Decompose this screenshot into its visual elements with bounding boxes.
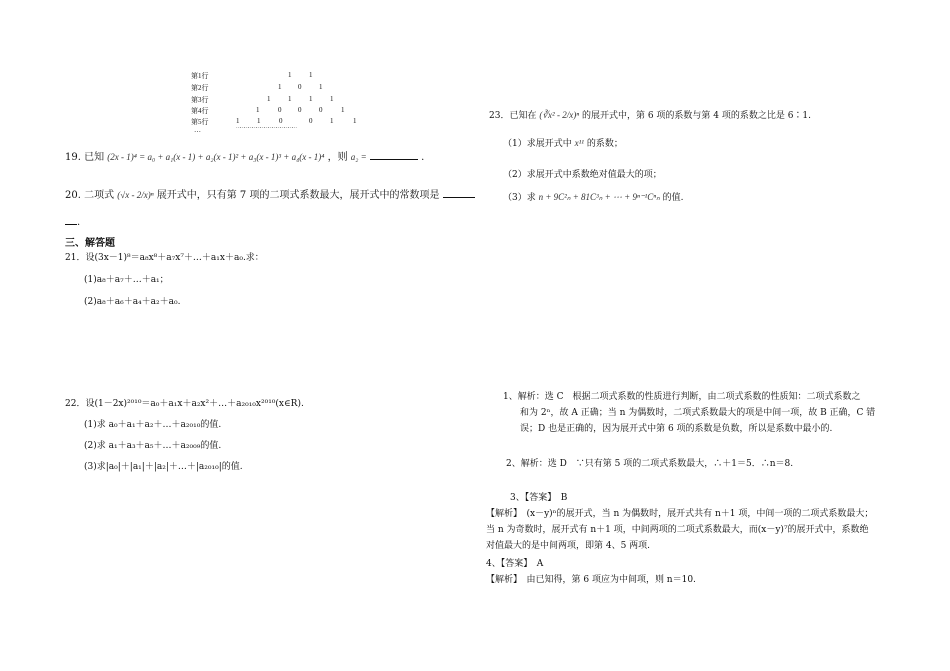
cell: 1 (309, 95, 313, 103)
cell: 1 (288, 71, 292, 79)
cell: 0 (309, 117, 313, 125)
q20-answer-blank[interactable] (443, 197, 475, 198)
question-20 (65, 186, 475, 201)
q20-text: 展开式中，只有第 7 项的二项式系数最大，展开式中的常数项是 (156, 190, 440, 201)
q23-part3-formula: n + 9C²ₙ + 81C³ₙ + ⋯ + 9ⁿ⁻¹Cⁿₙ (538, 192, 660, 202)
q20-number: 20. (65, 190, 81, 201)
row-label: 第1行 (191, 72, 209, 80)
cell: 1 (330, 117, 334, 125)
q23-part3-pre: （3）求 (503, 193, 536, 203)
q23-text: 的展开式中，第 6 项的系数与第 4 项的系数之比是 6∶1. (581, 111, 812, 121)
row-label: 第3行 (191, 96, 209, 104)
q19-mid: ，则 (327, 152, 348, 163)
row-label: 第4行 (191, 107, 209, 115)
q23-part3 (503, 190, 683, 203)
q23-stem (489, 108, 811, 121)
cell: 0 (298, 83, 302, 91)
cell: 1 (319, 83, 323, 91)
q23-formula: (∛x² - 2/x)ⁿ (539, 110, 580, 120)
cell: 1 (288, 95, 292, 103)
q20-pre: 二项式 (84, 190, 115, 201)
q22-part2: (2)求 a₁＋a₃＋a₅＋…＋a₂₀₀₉的值. (84, 441, 222, 451)
q23-part3-post: 的值. (662, 193, 684, 203)
triangle-dots: ……………………………………… (236, 125, 296, 130)
answer-2: 2、解析：选 D ∵只有第 5 项的二项式系数最大，∴＋1＝5．∴n＝8. (506, 459, 794, 469)
q23-part1-formula: x¹¹ (574, 138, 585, 148)
q23-part1-post: 的系数； (586, 139, 623, 149)
question-19 (65, 148, 424, 163)
answer-3-line1: 【解析】 (x－y)ⁿ的展开式，当 n 为偶数时，展开式共有 n＋1 项，中间一项的二项式系数最大； (486, 509, 874, 519)
cell: 1 (267, 95, 271, 103)
q20-formula: (√x - 2/x)ⁿ (117, 190, 154, 200)
q22-part3: (3)求|a₀|＋|a₁|＋|a₂|＋…＋|a₂₀₁₀|的值. (84, 462, 243, 472)
q23-part2: （2）求展开式中系数绝对值最大的项； (503, 170, 662, 180)
q21-part1: (1)a₈＋a₇＋…＋a₁； (84, 275, 169, 285)
q22-part1: (1)求 a₀＋a₁＋a₂＋…＋a₂₀₁₀的值. (84, 420, 222, 430)
q19-target: a₂ = (350, 152, 367, 162)
cell: 1 (309, 71, 313, 79)
cell: 1 (341, 106, 345, 114)
answer-3-line2: 当 n 为奇数时，展开式有 n＋1 项，中间两项的二项式系数最大，而(x－y)⁷的展开式中，系数绝 (486, 525, 869, 535)
q19-answer-blank[interactable] (370, 159, 418, 160)
answer-4-head: 4、【答案】 A (486, 559, 544, 569)
q23-part1 (503, 136, 623, 149)
q20-continuation (65, 217, 80, 228)
q19-number: 19. (65, 152, 81, 163)
cell: 1 (330, 95, 334, 103)
cell: 1 (353, 117, 357, 125)
answer-4-line1: 【解析】 由已知得，第 6 项应为中间项，则 n＝10. (486, 575, 696, 585)
q23-part1-pre: （1）求展开式中 (503, 139, 572, 149)
row-label: 第5行 (191, 118, 209, 126)
answer-3-line3: 对值最大的是中间两项，即第 4、5 两项. (486, 541, 651, 551)
q22-stem: 22．设(1－2x)²⁰¹⁰＝a₀＋a₁x＋a₂x²＋…＋a₂₀₁₀x²⁰¹⁰(x∈R). (65, 399, 304, 409)
cell: 1 (236, 117, 240, 125)
cell: 0 (278, 106, 282, 114)
cell: 0 (319, 106, 323, 114)
q19-formula: (2x - 1)⁴ = a₀ + a₁(x - 1) + a₂(x - 1)² + a₃(x - 1)³ + a₄(x - 1)⁴ (107, 152, 325, 162)
cell: 1 (256, 106, 260, 114)
q23-number: 23．已知在 (489, 111, 537, 121)
q19-pre: 已知 (84, 152, 105, 163)
cell: 0 (298, 106, 302, 114)
cell: 1 (278, 83, 282, 91)
answer-1-line1: 1、解析：选 C 根据二项式系数的性质进行判断，由二项式系数的性质知：二项式系数之 (503, 392, 861, 402)
q21-part2: (2)a₈＋a₆＋a₄＋a₂＋a₀. (84, 297, 181, 307)
row-label: 第2行 (191, 84, 209, 92)
q21-stem: 21．设(3x－1)⁸＝a₈x⁸＋a₇x⁷＋…＋a₁x＋a₀.求： (65, 253, 264, 263)
answer-1-line3: 误；D 也是正确的，因为展开式中第 6 项的系数是负数，所以是系数中最小的. (520, 424, 833, 434)
row-label: … (194, 126, 201, 134)
answer-1-line2: 和为 2ⁿ，故 A 正确；当 n 为偶数时，二项式系数最大的项是中间一项，故 B 正确，C 错 (520, 408, 876, 418)
cell: 0 (279, 117, 283, 125)
section-heading: 三、解答题 (65, 238, 115, 249)
q20-answer-blank-cont[interactable] (65, 224, 77, 225)
q20-end: . (77, 217, 81, 228)
q19-end: . (421, 152, 425, 163)
answer-3-head: 3、【答案】 B (510, 493, 568, 503)
cell: 1 (257, 117, 261, 125)
